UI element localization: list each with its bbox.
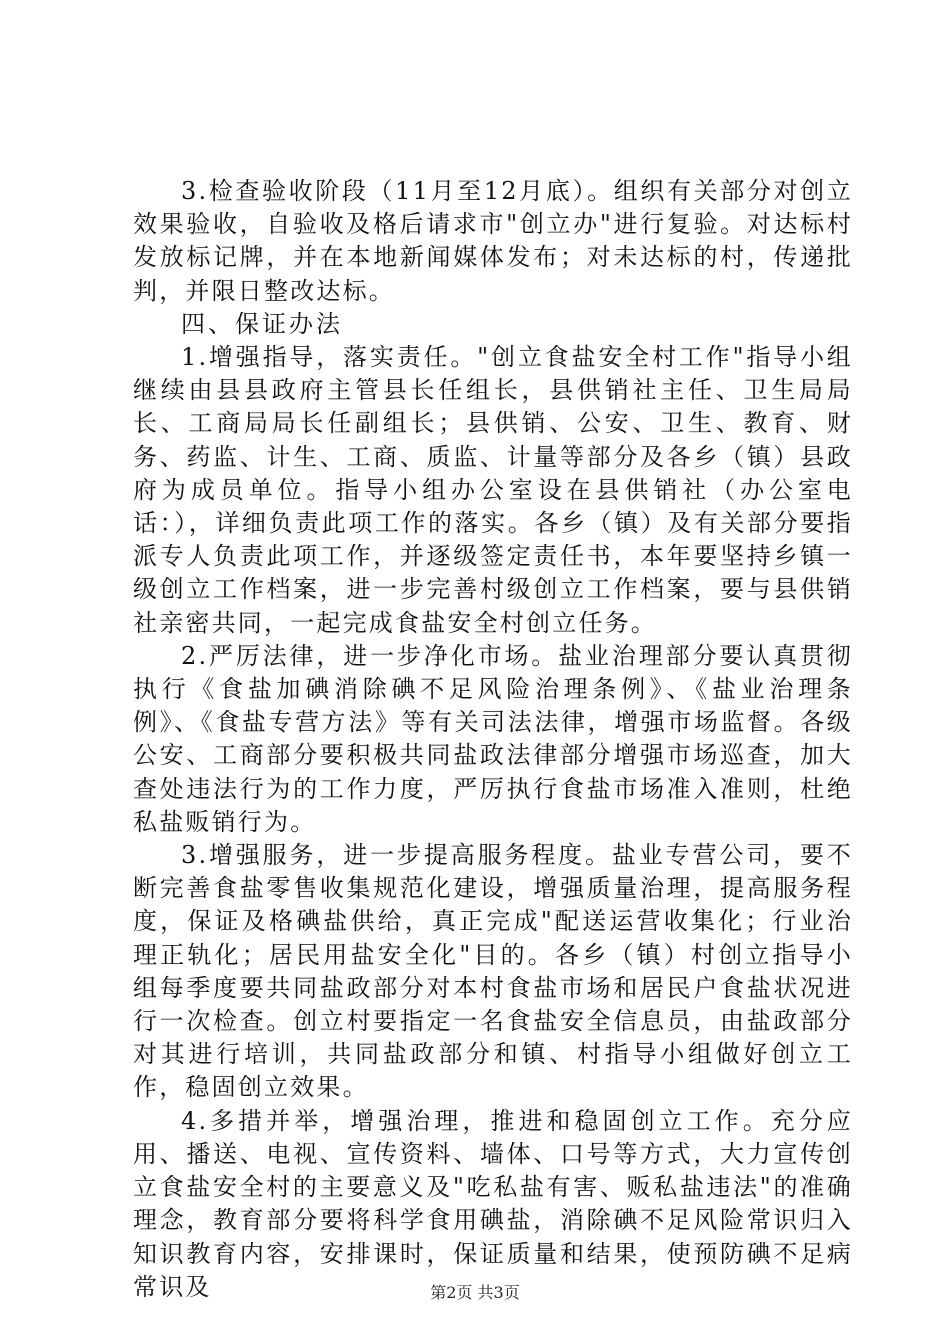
paragraph-law-enforcement: 2.严厉法律，进一步净化市场。盐业治理部分要认真贯彻执行《食盐加碘消除碘不足风险治理条例》、《盐业治理条例》、《食盐专营方法》等有关司法法律，增强市场监督。各级公安、工商部分要积极共同盐政法律部分增强市场巡查，加大查处违法行为的工作力度，严厉执行食盐市场准入准则，杜绝私盐贩销行为。 [133,641,853,836]
paragraph-service-improvement: 3.增强服务，进一步提高服务程度。盐业专营公司，要不断完善食盐零售收集规范化建设，增强质量治理，提高服务程度，保证及格碘盐供给，真正完成"配送运营收集化；行业治理正轨化；居民用盐安全化"目的。各乡（镇）村创立指导小组每季度要共同盐政部分对本村食盐市场和居民户食盐状况进行一次检查。创立村要指定一名食盐安全信息员，由盐政部分对其进行培训，共同盐政部分和镇、村指导小组做好创立工作，稳固创立效果。 [133,841,853,1102]
section-heading-guarantee-measures: 四、保证办法 [181,309,343,338]
page-number-footer: 第2页 共3页 [430,1283,520,1302]
paragraph-leadership-responsibility: 1.增强指导，落实责任。"创立食盐安全村工作"指导小组继续由县县政府主管县长任组长，县供销社主任、卫生局局长、工商局局长任副组长；县供销、公安、卫生、教育、财务、药监、计生、工商、质监、计量等部分及各乡（镇）县政府为成员单位。指导小组办公室设在县供销社（办公室电话：），详细负责此项工作的落实。各乡（镇）及有关部分要指派专人负责此项工作，并逐级签定责任书，本年要坚持乡镇一级创立工作档案，进一步完善村级创立工作档案，要与县供销社亲密共同，一起完成食盐安全村创立任务。 [133,343,853,637]
paragraph-multiple-measures: 4.多措并举，增强治理，推进和稳固创立工作。充分应用、播送、电视、宣传资料、墙体、口号等方式，大力宣传创立食盐安全村的主要意义及"吃私盐有害、贩私盐违法"的准确理念，教育部分要将科学食用碘盐，消除碘不足风险常识归入知识教育内容，安排课时，保证质量和结果，使预防碘不足病常识及 [133,1106,853,1301]
paragraph-inspection-stage: 3.检查验收阶段（11月至12月底）。组织有关部分对创立效果验收，自验收及格后请求市"创立办"进行复验。对达标村发放标记牌，并在本地新闻媒体发布；对未达标的村，传递批判，并限日整改达标。 [133,177,853,305]
document-body [133,175,853,1304]
